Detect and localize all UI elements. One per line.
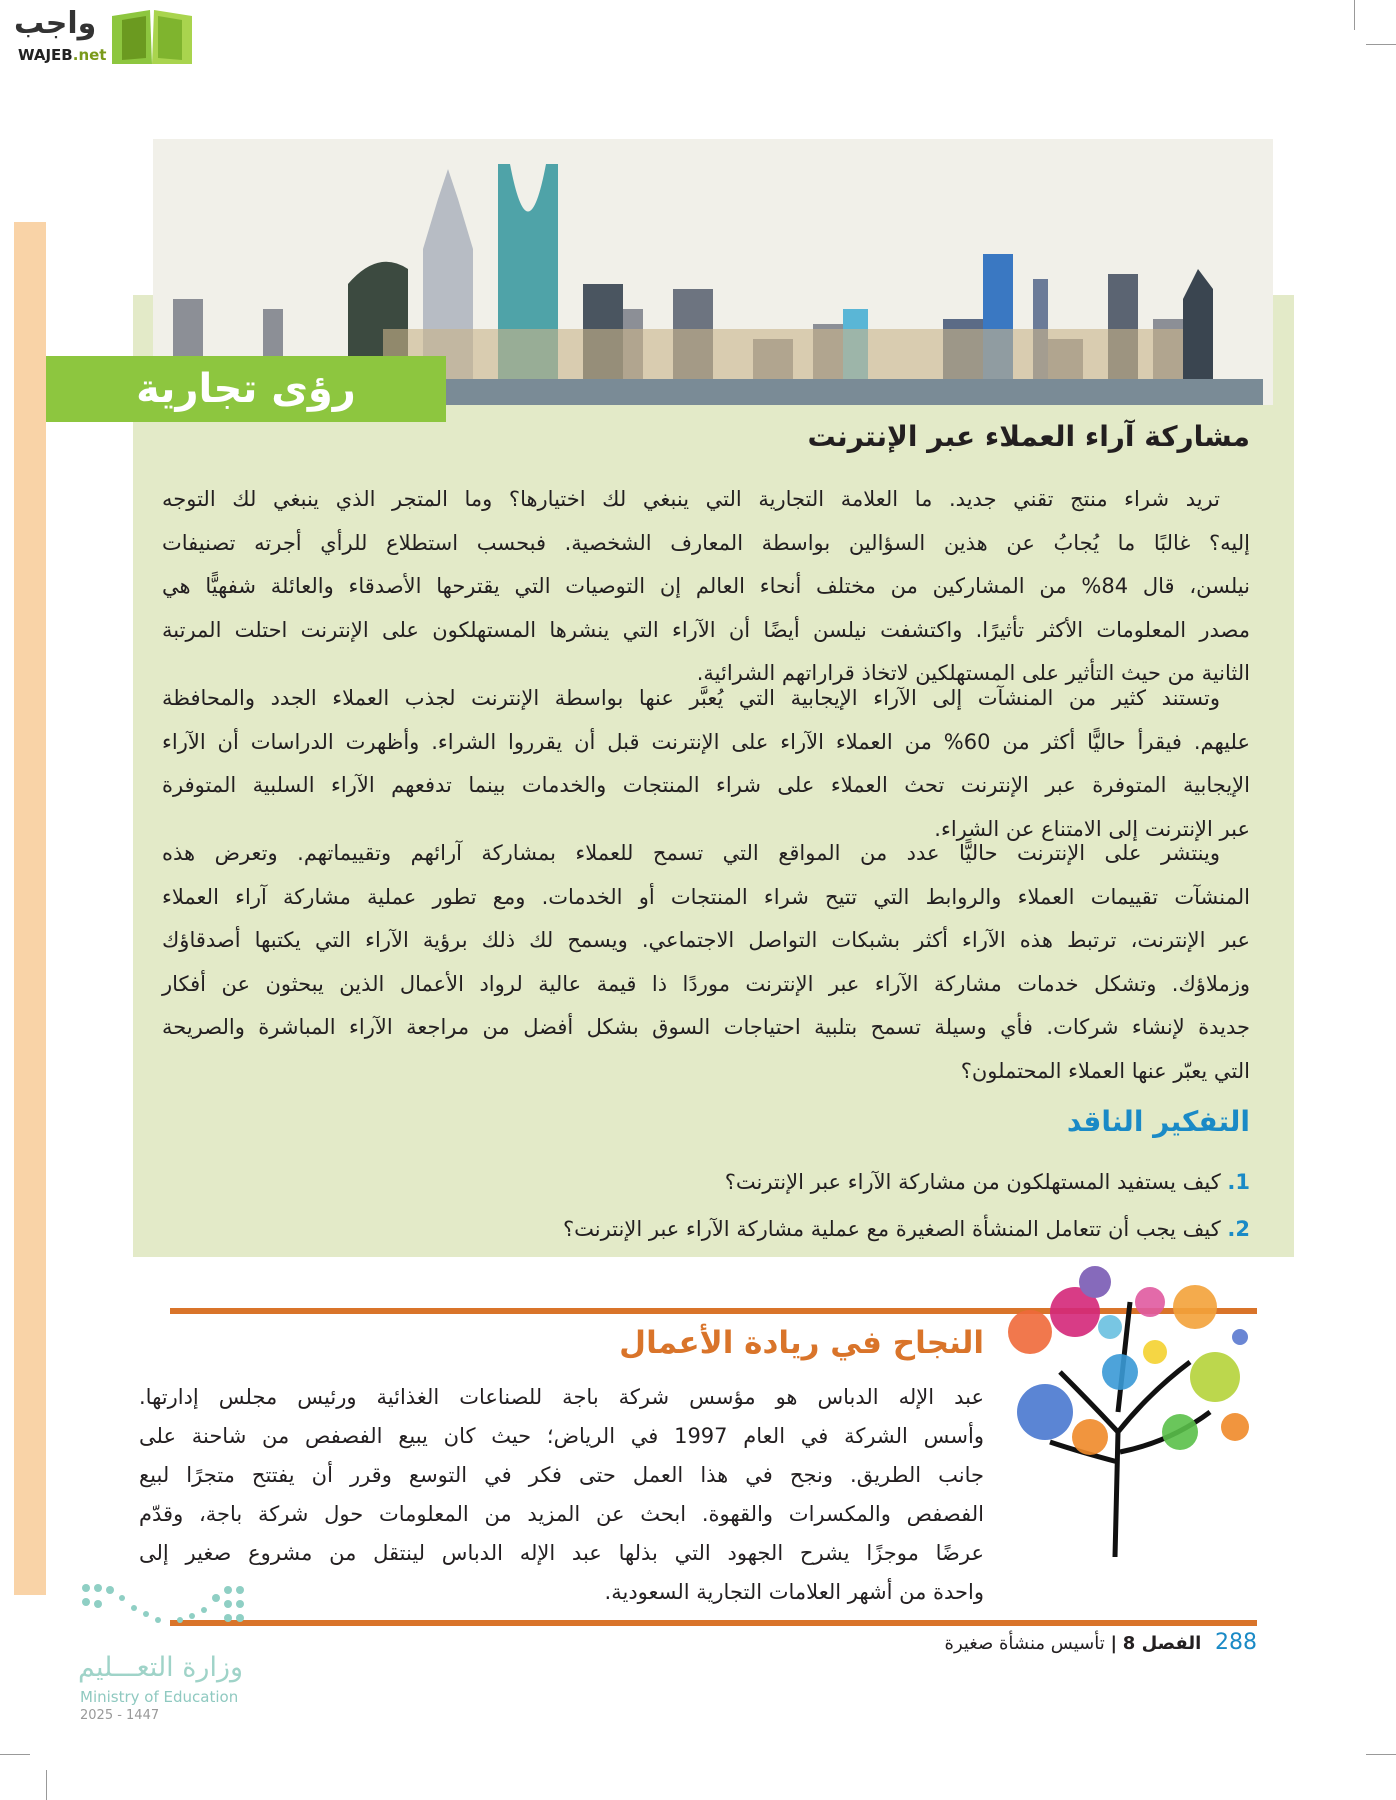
text-line: وتستند كثير من المنشآت إلى الآراء الإيجابية التي يُعبَّر عنها بواسطة الإنترنت لجذب العملاء الجدد والمحافظة bbox=[162, 686, 1220, 710]
footer-separator: | bbox=[1110, 1633, 1118, 1654]
ministry-of-education-logo bbox=[78, 1580, 258, 1730]
text-line: إليه؟ غالبًا ما يُجابُ عن هذين السؤالين بواسطة المعارف الشخصية. فبحسب استطلاع للرأي أجرته تصنيفات bbox=[162, 530, 1250, 555]
section-banner: رؤى تجارية bbox=[46, 356, 446, 422]
dots-icon bbox=[78, 1580, 253, 1635]
page-number: 288 bbox=[1215, 1630, 1257, 1655]
text-line: عبد الإله الدباس هو مؤسس شركة باجة للصناعات الغذائية ورئيس مجلس إدارتها. bbox=[139, 1385, 984, 1409]
question-text: كيف يستفيد المستهلكون من مشاركة الآراء عبر الإنترنت؟ bbox=[724, 1170, 1221, 1194]
text-line: وينتشر على الإنترنت حاليًّا عدد من المواقع التي تسمح للعملاء بمشاركة آرائهم وتقييماتهم. وتعرض هذه bbox=[162, 841, 1220, 865]
side-strip bbox=[14, 222, 46, 1595]
text-line: عليهم. فيقرأ حاليًّا أكثر من 60% من العملاء الآراء على الإنترنت قبل أن يقرروا الشراء. وأظهرت الدراسات أن الآراء bbox=[162, 729, 1251, 754]
text-line: الثانية من حيث التأثير على المستهلكين لاتخاذ قراراتهم الشرائية. bbox=[696, 661, 1250, 685]
text-line: واحدة من أشهر العلامات التجارية السعودية. bbox=[604, 1580, 984, 1604]
text-line: جانب الطريق. ونجح في هذا العمل حتى فكر في التوسع وقرر أن يفتتح متجرًا لبيع bbox=[139, 1463, 984, 1487]
question-text: كيف يجب أن تتعامل المنشأة الصغيرة مع عملية مشاركة الآراء عبر الإنترنت؟ bbox=[562, 1217, 1221, 1241]
paragraph-2 bbox=[162, 677, 1250, 851]
lightbulb-tree-illustration bbox=[1000, 1262, 1250, 1557]
critical-thinking-heading: التفكير الناقد bbox=[1066, 1105, 1250, 1138]
text-line: مصدر المعلومات الأكثر تأثيرًا. واكتشفت نيلسن أيضًا أن الآراء التي ينشرها المستهلكون على الإنترنت احتلت المرتبة bbox=[162, 617, 1250, 642]
crop-mark bbox=[0, 1754, 30, 1755]
crop-mark bbox=[1354, 0, 1355, 30]
text-line: التي يعبّر عنها العملاء المحتملون؟ bbox=[960, 1058, 1250, 1083]
wajeb-logo[interactable] bbox=[8, 4, 193, 70]
text-line: عرضًا موجزًا يشرح الجهود التي بذلها عبد الإله الدباس لينتقل من مشروع صغير إلى bbox=[139, 1541, 984, 1565]
divider-bottom bbox=[170, 1620, 1257, 1626]
text-line: وزملاؤك. وتشكل خدمات مشاركة الآراء عبر الإنترنت موردًا ذا قيمة عالية لرواد الأعمال الذين يبحثون عن أفكار bbox=[162, 971, 1250, 996]
question-2 bbox=[563, 1217, 1250, 1241]
book-icon bbox=[108, 6, 196, 68]
crop-mark bbox=[1366, 1754, 1396, 1755]
paragraph-1 bbox=[162, 478, 1250, 696]
text-line: الفصفص والمكسرات والقهوة. ابحث عن المزيد من المعلومات حول شركة باجة، وقدّم bbox=[139, 1502, 984, 1526]
article-title: مشاركة آراء العملاء عبر الإنترنت bbox=[807, 420, 1250, 453]
page-footer bbox=[945, 1630, 1257, 1655]
text-line: نيلسن، قال 84% من المشاركين من مختلف أنحاء العالم إن التوصيات التي يقترحها الأصدقاء والعائلة شفهيًّا هي bbox=[162, 574, 1250, 598]
success-heading: النجاح في ريادة الأعمال bbox=[619, 1325, 984, 1361]
question-number: 2. bbox=[1227, 1217, 1250, 1241]
text-line: تريد شراء منتج تقني جديد. ما العلامة التجارية التي ينبغي لك اختيارها؟ وما المتجر الذي ينبغي لك التوجه bbox=[162, 487, 1220, 511]
text-line: المنشآت تقييمات العملاء والروابط التي تتيح شراء المنتجات أو الخدمات. ومع تطور عملية مشاركة آراء العملاء bbox=[162, 884, 1250, 909]
text-line: وأسس الشركة في العام 1997 في الرياض؛ حيث كان يبيع الفصفص من شاحنة على bbox=[139, 1424, 984, 1448]
chapter-title: تأسيس منشأة صغيرة bbox=[944, 1633, 1105, 1654]
logo-arabic: واجب bbox=[14, 6, 97, 41]
success-paragraph bbox=[139, 1378, 984, 1612]
text-line: عبر الإنترنت إلى الامتناع عن الشراء. bbox=[934, 816, 1250, 841]
text-line: الإيجابية المتوفرة عبر الإنترنت تحث العملاء على شراء المنتجات والخدمات بينما تدفعهم الآراء السلبية المتوفرة bbox=[162, 773, 1250, 797]
question-number: 1. bbox=[1227, 1170, 1250, 1194]
logo-latin: WAJEB.net bbox=[18, 46, 107, 64]
text-line: جديدة لإنشاء شركات. فأي وسيلة تسمح بتلبية احتياجات السوق بشكل أفضل من مراجعة الآراء المباشرة والصريحة bbox=[162, 1015, 1250, 1039]
chapter-label: الفصل 8 bbox=[1122, 1633, 1202, 1654]
crop-mark bbox=[1366, 44, 1396, 45]
ministry-arabic: وزارة التعـــليم bbox=[78, 1652, 244, 1683]
ministry-year: 2025 - 1447 bbox=[80, 1708, 160, 1723]
ministry-english: Ministry of Education bbox=[80, 1688, 239, 1706]
crop-mark bbox=[46, 1770, 47, 1800]
question-1 bbox=[725, 1170, 1250, 1194]
paragraph-3 bbox=[162, 832, 1250, 1093]
text-line: عبر الإنترنت، ترتبط هذه الآراء أكثر بشبكات التواصل الاجتماعي. ويسمح لك ذلك برؤية الآراء التي يكتبها أصدقاؤك bbox=[162, 928, 1250, 952]
